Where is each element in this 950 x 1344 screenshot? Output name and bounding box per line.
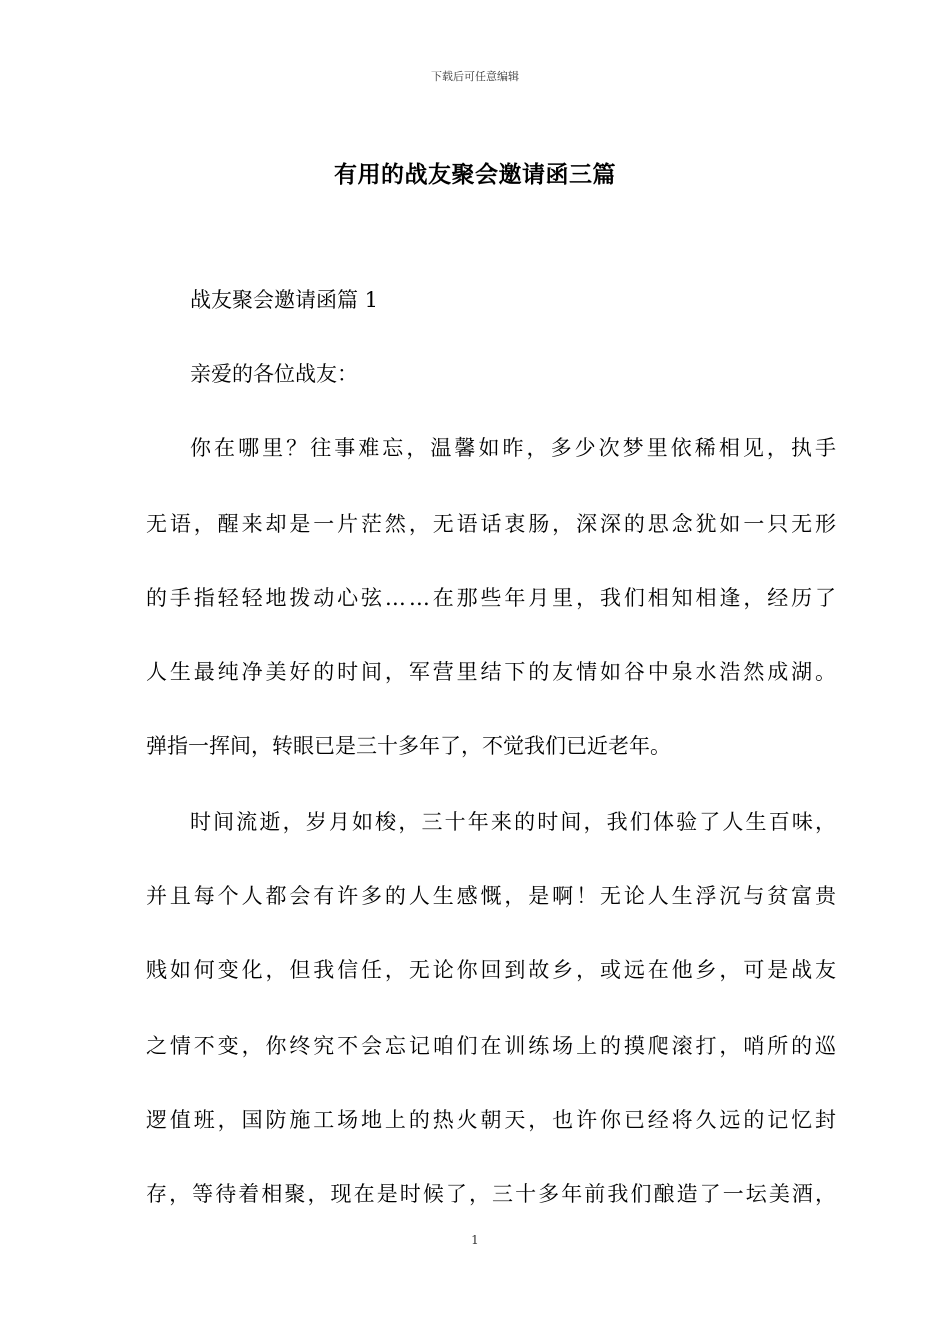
paragraph-line: 存，等待着相聚，现在是时候了，三十多年前我们酿造了一坛美酒，: [146, 1182, 839, 1206]
paragraph-line: 之情不变，你终究不会忘记咱们在训练场上的摸爬滚打，哨所的巡: [146, 1034, 839, 1058]
paragraph-line: 弹指一挥间，转眼已是三十多年了，不觉我们已近老年。: [146, 734, 671, 758]
paragraph-line: 人生最纯净美好的时间，军营里结下的友情如谷中泉水浩然成湖。: [146, 660, 839, 684]
paragraph-line: 的手指轻轻地拨动心弦……在那些年月里，我们相知相逢，经历了: [146, 586, 839, 610]
paragraph-line: 你在哪里？往事难忘，温馨如昨，多少次梦里依稀相见，执手: [190, 436, 840, 460]
paragraph-line: 无语，醒来却是一片茫然，无语话衷肠，深深的思念犹如一只无形: [146, 512, 839, 536]
header-note: 下载后可任意编辑: [431, 70, 519, 83]
paragraph-line: 逻值班，国防施工场地上的热火朝天，也许你已经将久远的记忆封: [146, 1108, 839, 1132]
paragraph-line: 并且每个人都会有许多的人生感慨，是啊！无论人生浮沉与贫富贵: [146, 884, 839, 908]
paragraph-line: 时间流逝，岁月如梭，三十年来的时间，我们体验了人生百味，: [190, 810, 839, 834]
salutation: 亲爱的各位战友：: [190, 362, 358, 386]
paragraph-line: 贱如何变化，但我信任，无论你回到故乡，或远在他乡，可是战友: [146, 958, 839, 982]
section-heading: 战友聚会邀请函篇 1: [190, 288, 379, 312]
page-number: 1: [471, 1233, 479, 1247]
document-title: 有用的战友聚会邀请函三篇: [334, 161, 616, 188]
